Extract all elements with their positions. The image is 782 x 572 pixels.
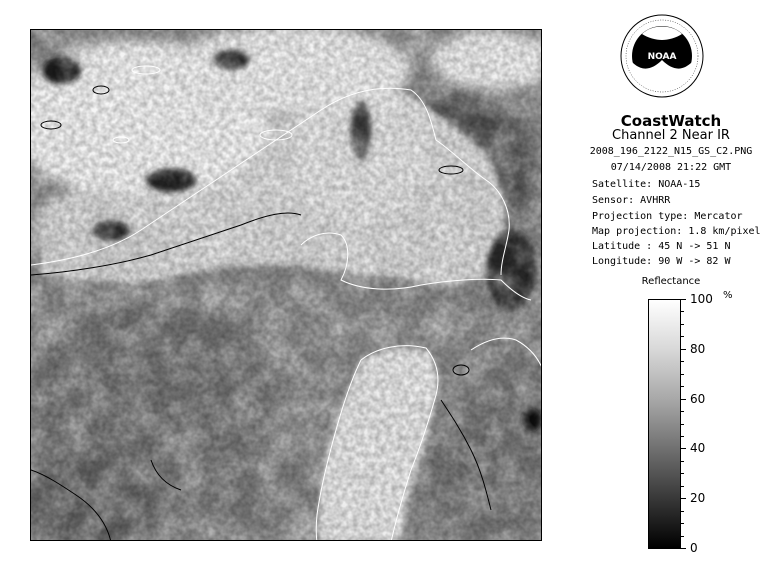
colorbar-minor-tick	[681, 411, 684, 412]
map-projection: Map projection: 1.8 km/pixel	[592, 226, 761, 237]
colorbar-label: Reflectance	[641, 276, 701, 287]
colorbar-tick	[681, 349, 686, 350]
longitude-range: Longitude: 90 W -> 82 W	[592, 256, 731, 267]
colorbar-tick-label: 100	[690, 292, 713, 306]
colorbar-unit: %	[723, 290, 733, 301]
colorbar-minor-tick	[681, 311, 684, 312]
colorbar-tick	[681, 299, 686, 300]
colorbar-minor-tick	[681, 511, 684, 512]
noaa-logo-text: NOAA	[647, 52, 677, 62]
sensor-info: Sensor: AVHRR	[592, 195, 671, 206]
colorbar-tick-label: 60	[690, 392, 706, 406]
noaa-logo	[620, 14, 704, 98]
colorbar-minor-tick	[681, 424, 684, 425]
satellite-info: Satellite: NOAA-15	[592, 179, 701, 190]
colorbar-tick	[681, 548, 686, 549]
colorbar-minor-tick	[681, 536, 684, 537]
latitude-range: Latitude : 45 N -> 51 N	[592, 241, 731, 252]
colorbar-minor-tick	[681, 324, 684, 325]
satellite-image	[30, 29, 542, 541]
colorbar-tick-label: 0	[690, 541, 698, 555]
channel-name: Channel 2 Near IR	[612, 128, 730, 143]
acquisition-datetime: 07/14/2008 21:22 GMT	[610, 162, 732, 173]
colorbar	[648, 299, 681, 549]
colorbar-minor-tick	[681, 523, 684, 524]
file-name: 2008_196_2122_N15_GS_C2.PNG	[589, 146, 753, 157]
colorbar-minor-tick	[681, 361, 684, 362]
colorbar-tick	[681, 498, 686, 499]
projection-type: Projection type: Mercator	[592, 211, 743, 222]
info-panel	[560, 0, 782, 572]
colorbar-tick	[681, 399, 686, 400]
product-title: CoastWatch	[620, 112, 722, 130]
reflectance-map	[31, 30, 542, 541]
colorbar-tick	[681, 448, 686, 449]
colorbar-minor-tick	[681, 336, 684, 337]
colorbar-minor-tick	[681, 374, 684, 375]
colorbar-minor-tick	[681, 486, 684, 487]
colorbar-minor-tick	[681, 386, 684, 387]
colorbar-minor-tick	[681, 461, 684, 462]
colorbar-tick-label: 40	[690, 441, 706, 455]
colorbar-tick-label: 20	[690, 491, 706, 505]
colorbar-tick-label: 80	[690, 342, 706, 356]
colorbar-minor-tick	[681, 473, 684, 474]
colorbar-minor-tick	[681, 436, 684, 437]
